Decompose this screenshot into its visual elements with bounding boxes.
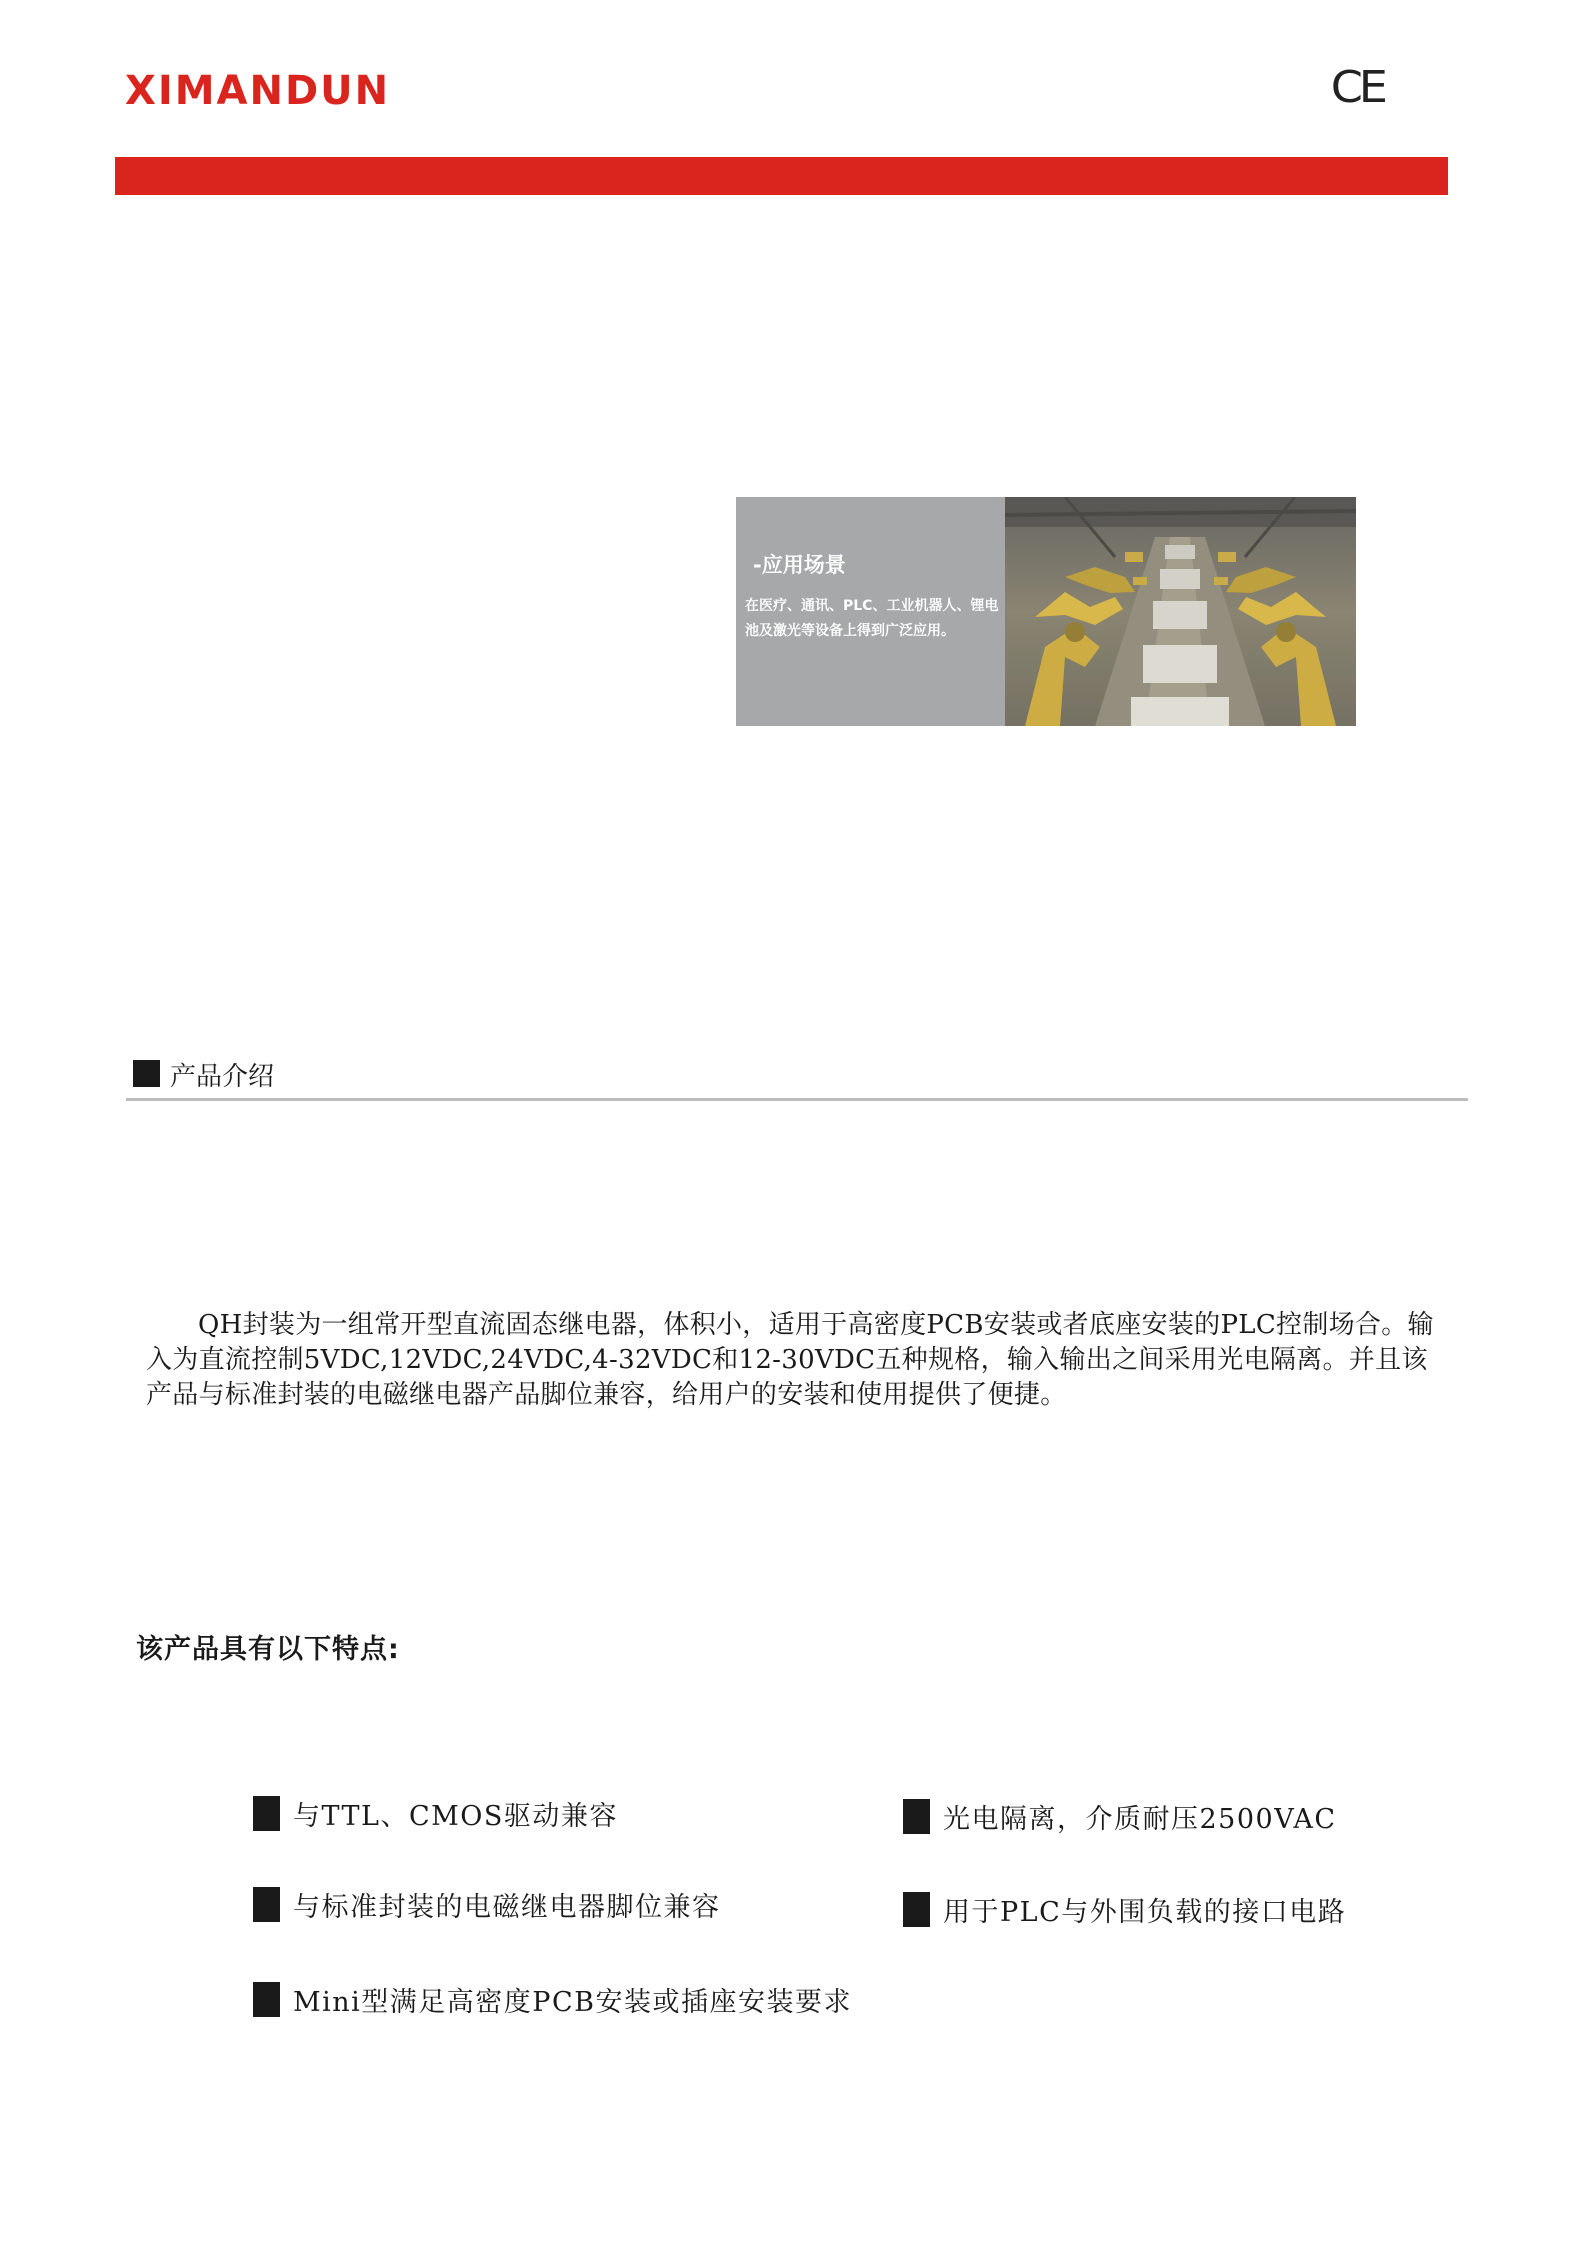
brand-logo: XIMANDUN (125, 68, 391, 114)
product-intro-paragraph: QH封装为一组常开型直流固态继电器，体积小，适用于高密度PCB安装或者底座安装的PLC控制场合。输入为直流控制5VDC,12VDC,24VDC,4-32VDC和12-30VDC五种规格，输入输出之间采用光电隔离。并且该产品与标准封装的电磁继电器产品脚位兼容，给用户的安装和使用提供了便捷。 (146, 1310, 1434, 1410)
feature-bullet-square (903, 1799, 930, 1834)
section-title: 产品介绍 (170, 1062, 275, 1092)
feature-bullet-square (253, 1982, 280, 2017)
feature-item (253, 1885, 721, 1924)
application-description: 在医疗、通讯、PLC、工业机器人、锂电池及激光等设备上得到广泛应用。 (745, 598, 999, 639)
factory-robot-photo (1005, 497, 1356, 726)
feature-item (253, 1980, 852, 2019)
application-text-panel (736, 497, 1005, 726)
section-bullet-square (133, 1060, 160, 1087)
feature-label: 与TTL、CMOS驱动兼容 (293, 1801, 618, 1832)
feature-item (253, 1794, 618, 1833)
feature-bullet-square (253, 1887, 280, 1922)
feature-bullet-square (253, 1796, 280, 1831)
factory-robot-illustration (1005, 497, 1356, 726)
feature-item (903, 1890, 1346, 1929)
header-red-bar (115, 157, 1448, 195)
feature-label: 与标准封装的电磁继电器脚位兼容 (293, 1892, 721, 1923)
feature-label: 用于PLC与外围负载的接口电路 (943, 1897, 1347, 1928)
application-title: -应用场景 (753, 553, 846, 577)
features-heading: 该产品具有以下特点: (136, 1634, 400, 1665)
section-divider (126, 1098, 1468, 1101)
feature-label: 光电隔离，介质耐压2500VAC (943, 1804, 1337, 1835)
application-scenario-card (736, 497, 1356, 726)
feature-item (903, 1797, 1337, 1836)
ce-certification-mark: CE (1330, 62, 1384, 113)
feature-label: Mini型满足高密度PCB安装或插座安装要求 (293, 1987, 852, 2018)
feature-bullet-square (903, 1892, 930, 1927)
